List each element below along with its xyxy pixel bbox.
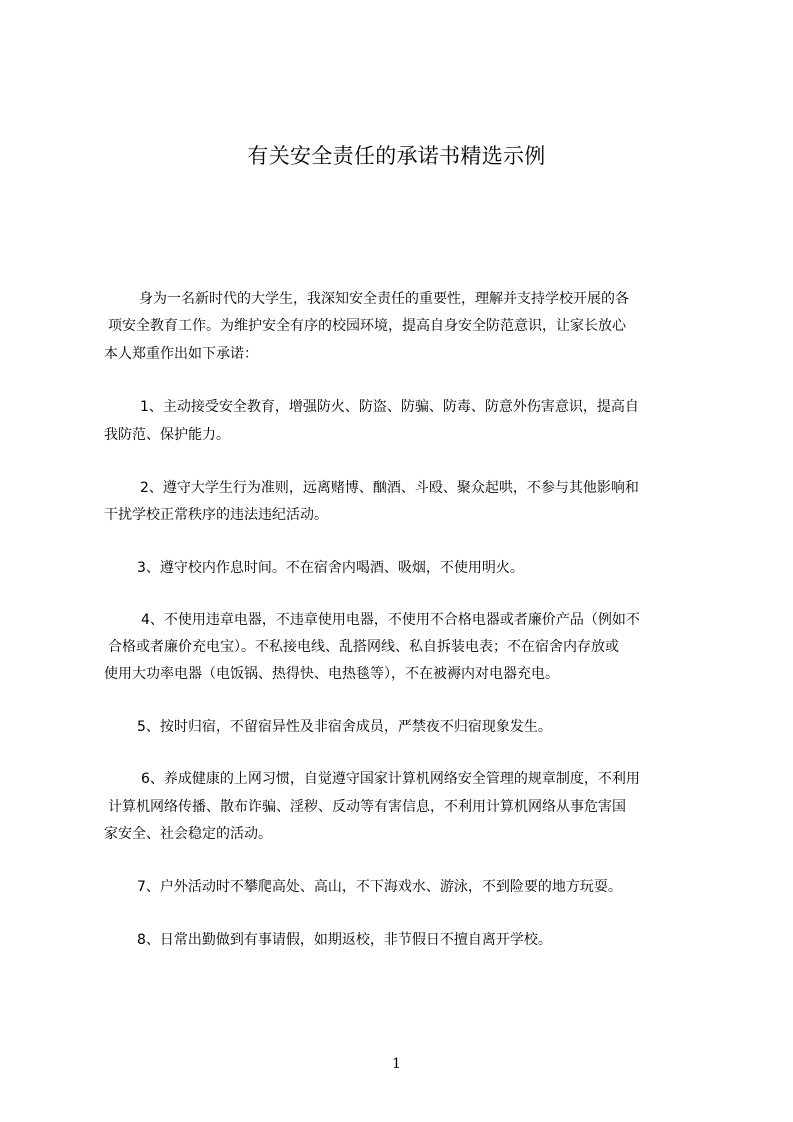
item-6-line-2: 计算机网络传播、散布诈骗、淫秽、反动等有害信息，不利用计算机网络从事危害国: [108, 799, 626, 815]
item-1-line-1: 1、主动接受安全教育，增强防火、防盗、防骗、防毒、防意外伤害意识，提高自: [140, 399, 639, 415]
item-6-line-3: 家安全、社会稳定的活动。: [104, 826, 272, 842]
item-4-line-3: 使用大功率电器（电饭锅、热得快、电热毯等），不在被褥内对电器充电。: [104, 666, 559, 682]
item-8-line-1: 8、日常出勤做到有事请假，如期返校，非节假日不擅自离开学校。: [137, 932, 552, 948]
intro-line-3: 本人郑重作出如下承诺：: [104, 346, 258, 362]
item-4-line-1: 4、不使用违章电器，不违章使用电器，不使用不合格电器或者廉价产品（例如不: [141, 612, 640, 628]
item-7-line-1: 7、户外活动时不攀爬高处、高山，不下海戏水、游泳，不到险要的地方玩耍。: [137, 879, 622, 895]
item-3-line-1: 3、遵守校内作息时间。不在宿舍内喝酒、吸烟，不使用明火。: [137, 560, 524, 576]
item-4-line-2: 合格或者廉价充电宝）。不私接电线、乱搭网线、私自拆装电表；不在宿舍内存放或: [108, 639, 619, 655]
item-1-line-2: 我防范、保护能力。: [104, 427, 230, 443]
item-2-line-1: 2、遵守大学生行为准则，远离赌博、酗酒、斗殴、聚众起哄，不参与其他影响和: [140, 480, 639, 496]
item-2-line-2: 干扰学校正常秩序的违法违纪活动。: [104, 507, 328, 523]
item-6-line-1: 6、养成健康的上网习惯，自觉遵守国家计算机网络安全管理的规章制度，不利用: [141, 771, 640, 787]
document-title: 有关安全责任的承诺书精选示例: [247, 144, 546, 168]
item-5-line-1: 5、按时归宿，不留宿异性及非宿舍成员，严禁夜不归宿现象发生。: [137, 719, 552, 735]
intro-line-1: 身为一名新时代的大学生，我深知安全责任的重要性，理解并支持学校开展的各: [139, 291, 629, 307]
intro-line-2: 项安全教育工作。为维护安全有序的校园环境，提高自身安全防范意识，让家长放心: [108, 318, 626, 334]
page-number: 1: [392, 1056, 401, 1072]
